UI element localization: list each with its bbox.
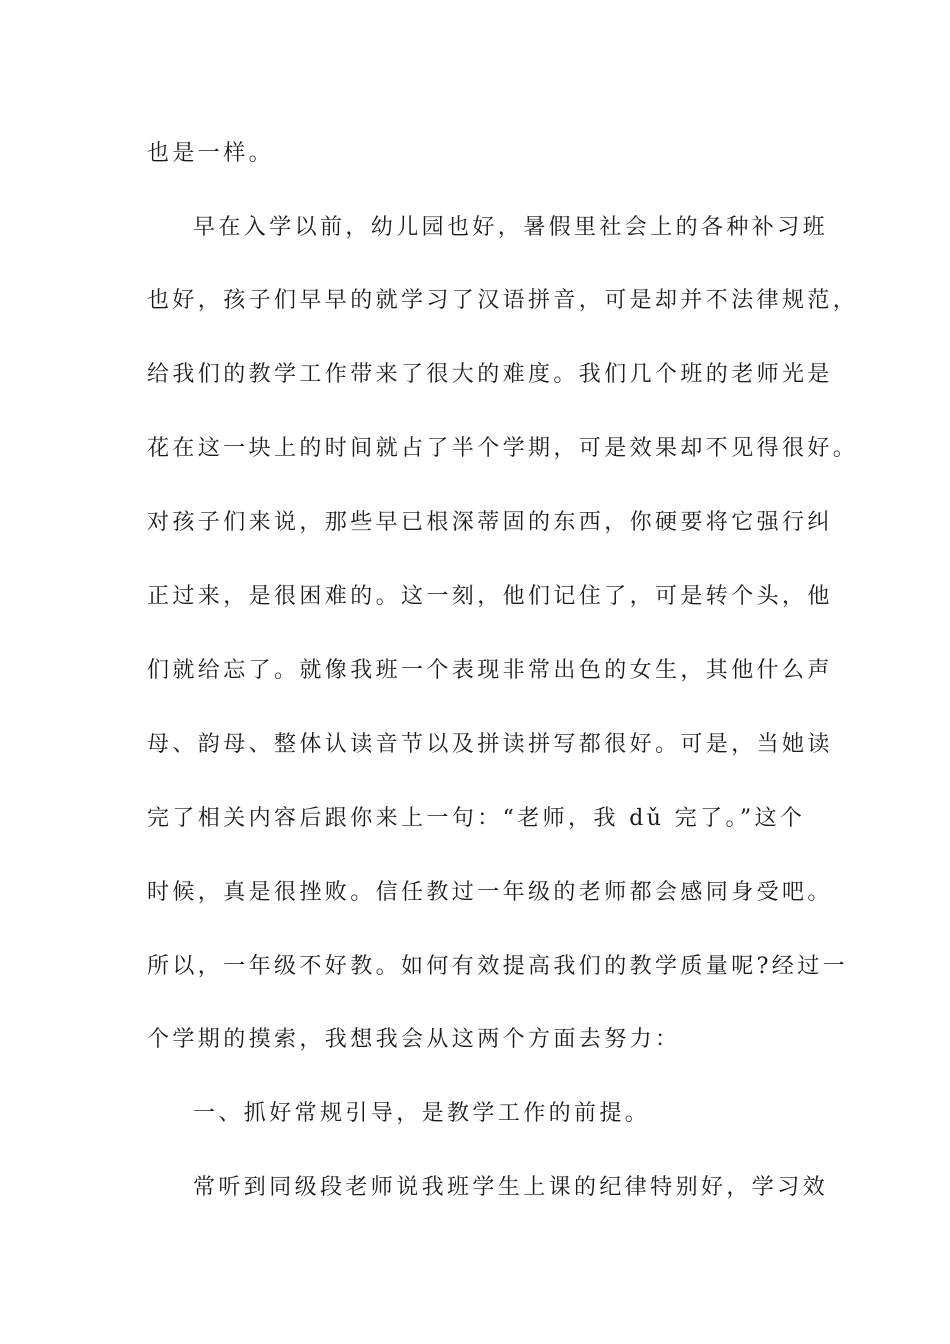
text-line: 正过来，是很困难的。这一刻，他们记住了，可是转个头，他 <box>147 584 833 609</box>
paragraph-start-line: 常听到同级段老师说我班学生上课的纪律特别好，学习效 <box>193 1175 829 1200</box>
text-line: 给我们的教学工作带来了很大的难度。我们几个班的老师光是 <box>147 362 833 387</box>
text-line: 也是一样。 <box>147 141 275 166</box>
text-line: 所以，一年级不好教。如何有效提高我们的教学质量呢?经过一 <box>147 954 848 979</box>
text-line: 们就给忘了。就像我班一个表现非常出色的女生，其他什么声 <box>147 658 833 683</box>
paragraph-start-line: 早在入学以前，幼儿园也好，暑假里社会上的各种补习班 <box>193 215 829 240</box>
text-line: 花在这一块上的时间就占了半个学期，可是效果却不见得很好。 <box>147 436 859 461</box>
text-line: 时候，真是很挫败。信任教过一年级的老师都会感同身受吧。 <box>147 880 833 905</box>
section-heading: 一、抓好常规引导，是教学工作的前提。 <box>193 1101 651 1126</box>
text-line: 也好，孩子们早早的就学习了汉语拼音，可是却并不法律规范， <box>147 288 859 313</box>
text-line: 个学期的摸索，我想我会从这两个方面去努力： <box>147 1027 681 1052</box>
text-line: 完了相关内容后跟你来上一句：“老师，我 dǔ 完了。”这个 <box>147 806 806 831</box>
text-line: 母、韵母、整体认读音节以及拼读拼写都很好。可是，当她读 <box>147 732 833 757</box>
text-line: 对孩子们来说，那些早已根深蒂固的东西，你硬要将它强行纠 <box>147 510 833 535</box>
